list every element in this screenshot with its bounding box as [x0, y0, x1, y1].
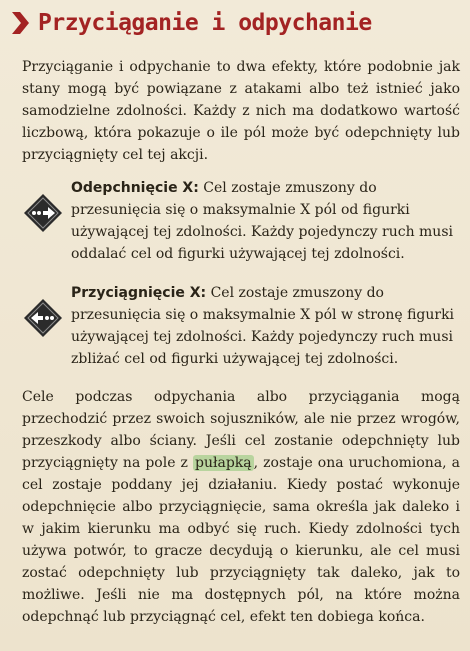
- section-title: Przyciąganie i odpychanie: [38, 10, 372, 36]
- push-icon: [23, 193, 63, 233]
- chevron-right-icon: [10, 10, 30, 36]
- intro-paragraph: Przyciąganie i odpychanie to dwa efekty, które podobnie jak stany mogą być powiązane z atakami albo też istnieć jako samodzielne zdolności. Każdy z nich ma dodatkowo wartość liczbową, która pokazuje o ile pól może być odepchnięty lub przyciągnięty cel tej akcji.: [22, 59, 460, 163]
- outro-text-before: Cele podczas odpychania albo przyciągania mogą przechodzić przez swoich sojuszników, ale nie przez wrogów, przeszkody albo ściany. Jeśli cel zostanie odepchnięty lub przyciągnięty na pole z: [22, 389, 460, 471]
- ability-push-term: Odepchnięcie X:: [71, 180, 199, 196]
- section-heading: [10, 10, 372, 36]
- ability-push-text: [71, 177, 463, 265]
- ability-pull: [18, 282, 462, 382]
- ability-pull-description: Cel zostaje zmuszony do przesunięcia się o maksymalnie X pól w stronę figurki używającej tej zdolności. Każdy pojedynczy ruch musi zbliżać cel od figurki używającej tej zdolności.: [71, 285, 455, 367]
- ability-push-description: Cel zostaje zmuszony do przesunięcia się o maksymalnie X pól od figurki używającej tej zdolności. Każdy pojedynczy ruch musi oddalać cel od figurki używającej tej zdolności.: [71, 180, 453, 262]
- outro-paragraph: [22, 386, 460, 628]
- outro-text-after: , zostaje ona uruchomiona, a cel zostaje poddany jej działaniu. Kiedy postać wykonuje odepchnięcie albo przyciągnięcie, sama określa jak daleko i w jakim kierunku ma odbyć się ruch. Kiedy zdolności tych używa potwór, to gracze decydują o kierunku, ale cel musi zostać odepchnięty lub przyciągnięty tak daleko, jak to możliwe. Jeśli nie ma dostępnych pól, na które można odepchnąć lub przyciągnąć cel, efekt ten dobiega końca.: [22, 455, 461, 625]
- ability-pull-text: [71, 282, 463, 370]
- ability-pull-term: Przyciągnięcie X:: [71, 285, 207, 301]
- keyword-trap-highlight: pułapką: [194, 455, 252, 471]
- pull-icon: [23, 298, 63, 338]
- ability-push: [18, 177, 462, 277]
